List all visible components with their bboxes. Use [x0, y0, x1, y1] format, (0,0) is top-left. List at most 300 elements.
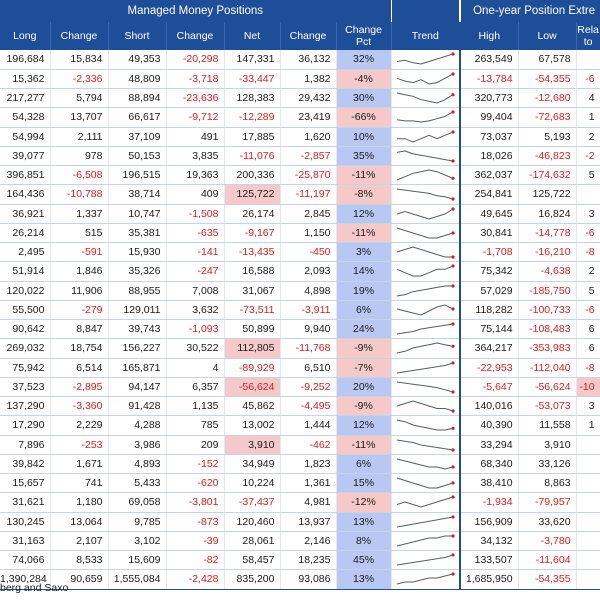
sparkline-last-point [451, 390, 454, 393]
cell-trend [391, 50, 460, 69]
cell-change-pct: -8% [336, 185, 391, 204]
cell-short: 38,714 [108, 185, 166, 204]
col-header-change[interactable]: Change [50, 22, 108, 50]
cell-change-short: -247 [166, 262, 224, 281]
cell-change-net: -11,768 [280, 339, 336, 358]
cell-trend [391, 551, 460, 570]
cell-change-long: 13,064 [50, 512, 108, 531]
sparkline-last-point [451, 410, 454, 413]
cell-long: 196,684 [0, 50, 50, 69]
cell-high: -13,784 [460, 69, 518, 88]
trend-sparkline [395, 264, 457, 278]
cell-change-net: 18,235 [280, 551, 336, 570]
cell-low: -4,638 [518, 262, 576, 281]
sparkline-path [397, 478, 453, 488]
cell-change-pct: 12% [336, 416, 391, 435]
cell-relative [576, 512, 600, 531]
table-row[interactable] [0, 416, 600, 435]
trend-sparkline [395, 245, 457, 259]
table-row[interactable] [0, 223, 600, 242]
cell-change-long: 741 [50, 474, 108, 493]
cell-change-net: -3,911 [280, 300, 336, 319]
cell-high: 118,282 [460, 300, 518, 319]
cell-short: 50,153 [108, 146, 166, 165]
cell-trend [391, 281, 460, 300]
sparkline-path [397, 440, 453, 450]
table-row[interactable] [0, 320, 600, 339]
cell-change-pct: -9% [336, 339, 391, 358]
cell-low: -185,750 [518, 281, 576, 300]
cell-long: 37,523 [0, 377, 50, 396]
group-header-row [0, 0, 600, 22]
cell-high: -5,647 [460, 377, 518, 396]
cell-short: 39,743 [108, 320, 166, 339]
sparkline-last-point [451, 361, 454, 364]
cell-long: 54,328 [0, 108, 50, 127]
cell-high: -22,953 [460, 358, 518, 377]
table-row[interactable] [0, 69, 600, 88]
cell-high: 30,841 [460, 223, 518, 242]
cell-long: 164,436 [0, 185, 50, 204]
sparkline-last-point [451, 345, 454, 348]
cell-low: -108,483 [518, 320, 576, 339]
cell-trend [391, 397, 460, 416]
cell-change-pct: 20% [336, 377, 391, 396]
table-row[interactable] [0, 127, 600, 146]
sparkline-path [397, 93, 453, 103]
cell-change-long: 1,337 [50, 204, 108, 223]
cell-change-pct: 3% [336, 243, 391, 262]
cell-relative: -6 [576, 223, 600, 242]
cell-trend [391, 69, 460, 88]
table-row[interactable] [0, 339, 600, 358]
sparkline-last-point [451, 130, 454, 133]
cell-high: -1,934 [460, 493, 518, 512]
cell-change-pct: 12% [336, 204, 391, 223]
cell-change-short: -20,298 [166, 50, 224, 69]
cell-change-long: 2,107 [50, 531, 108, 550]
cell-high: 73,037 [460, 127, 518, 146]
sparkline-path [397, 74, 453, 84]
cell-trend [391, 127, 460, 146]
cell-net: 120,460 [224, 512, 280, 531]
cell-high: 156,909 [460, 512, 518, 531]
cell-change-short: -23,636 [166, 89, 224, 108]
cell-low: 3,910 [518, 435, 576, 454]
sparkline-last-point [451, 53, 454, 56]
trend-sparkline [395, 303, 457, 317]
cell-change-long: -10,788 [50, 185, 108, 204]
table-row[interactable] [0, 300, 600, 319]
cell-change-long: 11,906 [50, 281, 108, 300]
trend-sparkline [395, 399, 457, 413]
cell-net: -11,076 [224, 146, 280, 165]
cell-trend [391, 320, 460, 339]
cell-trend [391, 570, 460, 589]
cell-long: 36,921 [0, 204, 50, 223]
cell-change-net: 2,146 [280, 531, 336, 550]
table-row[interactable] [0, 435, 600, 454]
cell-relative: 4 [576, 89, 600, 108]
cell-long: 1,390,284 [0, 570, 50, 589]
cell-change-pct: -11% [336, 166, 391, 185]
cell-change-short: 19,363 [166, 166, 224, 185]
cell-change-short: -141 [166, 243, 224, 262]
cell-change-long: 2,229 [50, 416, 108, 435]
cell-net: 835,200 [224, 570, 280, 589]
table-row[interactable] [0, 377, 600, 396]
cell-relative [576, 551, 600, 570]
table-row[interactable] [0, 243, 600, 262]
cell-net: -33,447 [224, 69, 280, 88]
cell-net: 128,383 [224, 89, 280, 108]
cell-short: 4,288 [108, 416, 166, 435]
source-footnote: berg and Saxo [0, 582, 69, 594]
trend-sparkline [395, 418, 457, 432]
cell-low: -79,957 [518, 493, 576, 512]
cell-change-long: -2,895 [50, 377, 108, 396]
trend-sparkline [395, 438, 457, 452]
cell-net: 17,885 [224, 127, 280, 146]
cell-short: 91,428 [108, 397, 166, 416]
table-row[interactable] [0, 474, 600, 493]
cell-long: 2,495 [0, 243, 50, 262]
cell-change-net: -25,870 [280, 166, 336, 185]
cell-low: 33,126 [518, 454, 576, 473]
cell-change-net: 9,940 [280, 320, 336, 339]
cell-change-net: -450 [280, 243, 336, 262]
trend-sparkline [395, 361, 457, 375]
cell-high: 254,841 [460, 185, 518, 204]
cell-change-pct: 32% [336, 50, 391, 69]
cell-long: 31,621 [0, 493, 50, 512]
col-header-long[interactable]: Long [0, 22, 50, 50]
cell-relative: -8 [576, 243, 600, 262]
cell-trend [391, 108, 460, 127]
cell-change-pct: 24% [336, 320, 391, 339]
cell-trend [391, 262, 460, 281]
sparkline-path [397, 536, 453, 546]
trend-sparkline [395, 380, 457, 394]
cell-net: -37,437 [224, 493, 280, 512]
cell-trend [391, 339, 460, 358]
cell-trend [391, 377, 460, 396]
cell-net: 16,588 [224, 262, 280, 281]
cell-low: -72,683 [518, 108, 576, 127]
cell-change-short: 30,522 [166, 339, 224, 358]
cell-trend [391, 300, 460, 319]
cell-change-long: 515 [50, 223, 108, 242]
cell-net: -12,289 [224, 108, 280, 127]
sparkline-path [397, 459, 453, 469]
cell-short: 5,433 [108, 474, 166, 493]
trend-sparkline [395, 322, 457, 336]
col-header-change-net[interactable]: Change [280, 22, 336, 50]
cell-short: 15,609 [108, 551, 166, 570]
sparkline-path [397, 286, 453, 296]
cell-change-net: 1,620 [280, 127, 336, 146]
cell-change-net: -462 [280, 435, 336, 454]
table-row[interactable] [0, 204, 600, 223]
cell-high: 18,026 [460, 146, 518, 165]
cell-net: -56,624 [224, 377, 280, 396]
cell-relative [576, 531, 600, 550]
col-header-relative-line1: Rela [577, 24, 599, 36]
sparkline-path [397, 132, 453, 142]
cell-high: 40,390 [460, 416, 518, 435]
table-row[interactable] [0, 397, 600, 416]
col-header-low[interactable]: Low [518, 22, 576, 50]
cell-high: 34,132 [460, 531, 518, 550]
cell-trend [391, 435, 460, 454]
cell-change-short: -873 [166, 512, 224, 531]
cell-relative: -10 [576, 377, 600, 396]
cell-change-long: 90,659 [50, 570, 108, 589]
cell-net: -13,435 [224, 243, 280, 262]
cell-change-pct: -12% [336, 493, 391, 512]
sparkline-path [397, 112, 453, 122]
cell-high: 364,217 [460, 339, 518, 358]
cell-net: 3,910 [224, 435, 280, 454]
trend-group-spacer [391, 0, 460, 22]
table-row[interactable] [0, 185, 600, 204]
sparkline-path [397, 497, 453, 507]
trend-sparkline [395, 149, 457, 163]
cell-relative: 5 [576, 166, 600, 185]
cell-relative [576, 493, 600, 512]
cell-low: -3,780 [518, 531, 576, 550]
sparkline-path [397, 266, 453, 276]
sparkline-path [397, 170, 453, 180]
cell-change-short: 7,008 [166, 281, 224, 300]
cell-change-net: 23,419 [280, 108, 336, 127]
cell-high: -1,708 [460, 243, 518, 262]
cell-short: 69,058 [108, 493, 166, 512]
cell-short: 10,747 [108, 204, 166, 223]
cell-low: 5,193 [518, 127, 576, 146]
cell-short: 196,515 [108, 166, 166, 185]
cell-net: 34,949 [224, 454, 280, 473]
cell-high: 1,685,950 [460, 570, 518, 589]
cell-low: -54,355 [518, 570, 576, 589]
cell-trend [391, 185, 460, 204]
cell-long: 90,642 [0, 320, 50, 339]
cell-change-net: 1,823 [280, 454, 336, 473]
cell-low: 67,578 [518, 50, 576, 69]
cell-net: -9,167 [224, 223, 280, 242]
table-row[interactable] [0, 454, 600, 473]
trend-sparkline [395, 476, 457, 490]
cell-trend [391, 531, 460, 550]
cell-change-long: -2,336 [50, 69, 108, 88]
cell-long: 39,077 [0, 146, 50, 165]
col-header-relative[interactable] [576, 22, 600, 50]
cell-short: 88,955 [108, 281, 166, 300]
cell-change-long: -6,508 [50, 166, 108, 185]
cell-trend [391, 358, 460, 377]
cell-low: -46,823 [518, 146, 576, 165]
cell-change-net: 1,382 [280, 69, 336, 88]
cell-high: 320,773 [460, 89, 518, 108]
cell-relative: -6 [576, 300, 600, 319]
cell-change-short: -635 [166, 223, 224, 242]
cell-short: 48,809 [108, 69, 166, 88]
one-year-extremes-group-header: One-year Position Extre [460, 0, 600, 22]
cell-high: 75,144 [460, 320, 518, 339]
col-header-change-short[interactable]: Change [166, 22, 224, 50]
cell-short: 88,894 [108, 89, 166, 108]
sparkline-path [397, 574, 453, 584]
cell-short: 129,011 [108, 300, 166, 319]
col-header-trend[interactable]: Trend [391, 22, 460, 50]
cell-net: -89,929 [224, 358, 280, 377]
cell-low: -12,680 [518, 89, 576, 108]
table-row[interactable] [0, 551, 600, 570]
sparkline-path [397, 343, 453, 353]
table-row[interactable] [0, 358, 600, 377]
sparkline-path [397, 517, 453, 527]
trend-sparkline [395, 207, 457, 221]
cell-relative: 3 [576, 397, 600, 416]
col-header-change-pct[interactable] [336, 22, 391, 50]
sparkline-last-point [451, 265, 454, 268]
cell-low: -54,355 [518, 69, 576, 88]
cell-change-long: 1,846 [50, 262, 108, 281]
trend-sparkline [395, 226, 457, 240]
trend-sparkline [395, 52, 457, 66]
cell-net: 112,805 [224, 339, 280, 358]
cell-short: 4,893 [108, 454, 166, 473]
cell-low: -112,040 [518, 358, 576, 377]
cell-trend [391, 474, 460, 493]
sparkline-path [397, 555, 453, 565]
cell-change-long: 8,847 [50, 320, 108, 339]
cell-low: 8,863 [518, 474, 576, 493]
col-header-net[interactable]: Net [224, 22, 280, 50]
cell-relative: -8 [576, 358, 600, 377]
cell-change-pct: 6% [336, 454, 391, 473]
trend-sparkline [395, 572, 457, 586]
cell-net: 26,174 [224, 204, 280, 223]
trend-sparkline [395, 110, 457, 124]
cell-net: -73,511 [224, 300, 280, 319]
cell-short: 3,102 [108, 531, 166, 550]
col-header-relative-line2: to [583, 36, 593, 48]
cell-short: 1,555,084 [108, 570, 166, 589]
sparkline-last-point [451, 515, 454, 518]
cell-short: 3,986 [108, 435, 166, 454]
sparkline-path [397, 151, 453, 161]
sparkline-last-point [451, 111, 454, 114]
cell-high: 33,294 [460, 435, 518, 454]
cell-low: -53,073 [518, 397, 576, 416]
cell-relative: 5 [576, 281, 600, 300]
cell-change-pct: -7% [336, 358, 391, 377]
cell-low: 16,824 [518, 204, 576, 223]
sparkline-last-point [451, 482, 454, 485]
cell-change-net: -4,495 [280, 397, 336, 416]
cell-change-pct: 14% [336, 262, 391, 281]
cell-short: 9,785 [108, 512, 166, 531]
cell-change-long: 1,180 [50, 493, 108, 512]
cell-long: 15,657 [0, 474, 50, 493]
cell-long: 120,022 [0, 281, 50, 300]
cell-relative [576, 185, 600, 204]
cell-change-long: -279 [50, 300, 108, 319]
cell-change-net: 4,981 [280, 493, 336, 512]
table-row[interactable] [0, 146, 600, 165]
col-header-high[interactable]: High [460, 22, 518, 50]
trend-sparkline [395, 495, 457, 509]
cell-change-net: 36,132 [280, 50, 336, 69]
cell-change-pct: 45% [336, 551, 391, 570]
sparkline-path [397, 420, 453, 430]
cell-change-pct: 35% [336, 146, 391, 165]
table-row[interactable] [0, 512, 600, 531]
sparkline-path [397, 189, 453, 199]
trend-sparkline [395, 534, 457, 548]
sparkline-path [397, 324, 453, 334]
table-row[interactable] [0, 531, 600, 550]
cell-net: 58,457 [224, 551, 280, 570]
table-row[interactable] [0, 281, 600, 300]
cell-relative: 6 [576, 320, 600, 339]
table-row[interactable] [0, 493, 600, 512]
cell-net: 31,067 [224, 281, 280, 300]
sparkline-last-point [451, 93, 454, 96]
cell-change-net: 29,432 [280, 89, 336, 108]
cell-net: 28,061 [224, 531, 280, 550]
cell-change-long: 978 [50, 146, 108, 165]
col-header-short[interactable]: Short [108, 22, 166, 50]
cell-relative [576, 454, 600, 473]
cell-change-net: 1,444 [280, 416, 336, 435]
trend-sparkline [395, 515, 457, 529]
cell-low: -11,604 [518, 551, 576, 570]
trend-sparkline [395, 284, 457, 298]
cell-short: 156,227 [108, 339, 166, 358]
cell-change-short: -152 [166, 454, 224, 473]
sparkline-last-point [451, 554, 454, 557]
cell-long: 17,290 [0, 416, 50, 435]
cell-change-long: -253 [50, 435, 108, 454]
cell-long: 31,163 [0, 531, 50, 550]
table-row[interactable] [0, 89, 600, 108]
cell-trend [391, 454, 460, 473]
cell-net: 10,224 [224, 474, 280, 493]
cell-low: -56,624 [518, 377, 576, 396]
sparkline-last-point [451, 284, 454, 287]
table-row[interactable] [0, 108, 600, 127]
sparkline-path [397, 54, 453, 64]
cell-change-short: -9,712 [166, 108, 224, 127]
cell-low: 125,722 [518, 185, 576, 204]
cell-change-net: 2,093 [280, 262, 336, 281]
cell-change-pct: 13% [336, 570, 391, 589]
cell-change-net: 1,150 [280, 223, 336, 242]
table-row[interactable] [0, 262, 600, 281]
table-row[interactable] [0, 570, 600, 589]
table-row[interactable] [0, 50, 600, 69]
table-row[interactable] [0, 166, 600, 185]
cell-long: 75,942 [0, 358, 50, 377]
cell-net: 45,862 [224, 397, 280, 416]
sparkline-last-point [451, 323, 454, 326]
cell-change-net: 93,086 [280, 570, 336, 589]
col-header-change-pct-line2: Pct [355, 36, 372, 48]
cell-low: 11,558 [518, 416, 576, 435]
cell-change-pct: -66% [336, 108, 391, 127]
